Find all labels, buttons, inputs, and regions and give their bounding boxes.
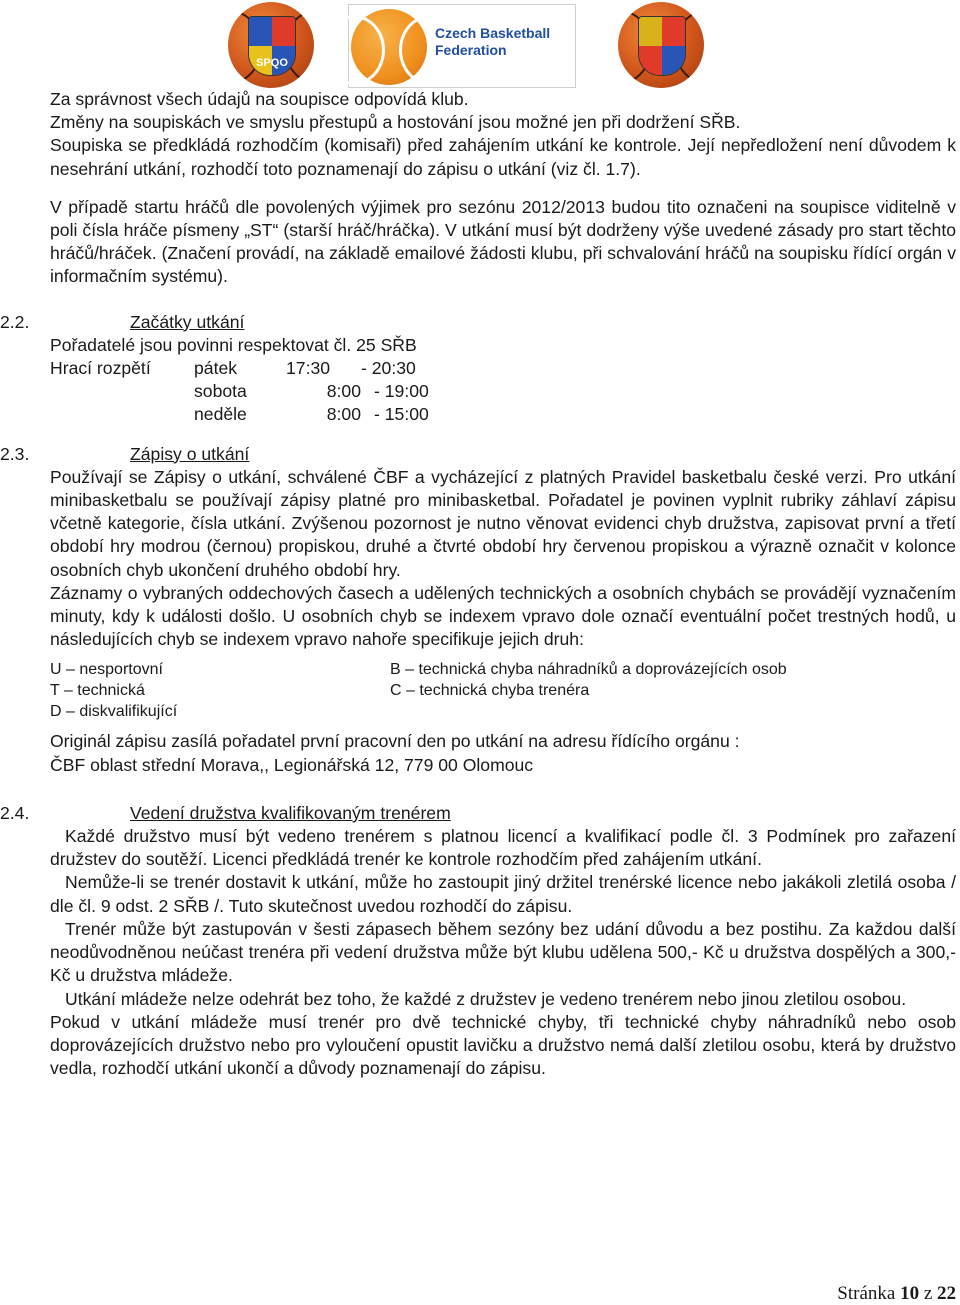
section-2-4 — [0, 802, 960, 825]
basketball-icon — [351, 9, 427, 85]
schedule-day: neděle — [194, 404, 247, 425]
s24-paragraph-1: Každé družstvo musí být vedeno trenérem s platnou licencí a kvalifikací podle čl. 3 Podmínek pro zařazení družstev do soutěží. Licenci předkládá trenér ke kontrole rozhodčím před zahájením utkání. — [50, 826, 956, 870]
schedule-to: - 19:00 — [374, 381, 429, 402]
olomouc-crest-icon — [248, 16, 296, 76]
abbr-t: T – technická — [50, 682, 145, 700]
section-number: 2.4. — [0, 802, 30, 823]
zlin-crest-icon — [638, 16, 686, 76]
logo-line-1: Czech Basketball — [435, 25, 551, 41]
section-number: 2.3. — [0, 443, 30, 464]
logo-line-2: Federation — [435, 42, 507, 58]
schedule-from: 8:00 — [326, 381, 361, 402]
s23-address: ČBF oblast střední Morava,, Legionářská 12, 779 00 Olomouc — [50, 754, 534, 775]
s23-paragraph-1: Používají se Zápisy o utkání, schválené ČBF a vycházející z platných Pravidel basketbalu české verzi. Pro utkání minibasketbalu se používají zápisy platné pro minibasketbal. Pořadatel je povinen vyplnit rubriky záhlaví zápisu včetně kategorie, čísla utkání. Zvýšenou pozornost je nutno věnovat evidenci chyb družstva, zapisovat první a třetí období hry modrou (černou) propiskou, druhé a čtvrté období hry červenou propiskou a výrazně označit v kolonce osobních chyb ukončení druhého období hry. — [50, 466, 956, 580]
schedule-row-2 — [50, 380, 956, 403]
intro-line-3: Soupiska se předkládá rozhodčím (komisaři) před zahájením utkání ke kontrole. Její nepředložení není důvodem k nesehrání utkání, rozhodčí toto poznamenají do zápisu o utkání (viz čl. 1.7). — [50, 135, 956, 179]
section-title: Vedení družstva kvalifikovaným trenérem — [130, 802, 451, 823]
section-number: 2.2. — [0, 311, 30, 332]
schedule-row-3 — [50, 403, 956, 426]
s24-paragraph-4: Utkání mládeže nelze odehrát bez toho, že každé z družstev je vedeno trenérem nebo jinou zletilou osobou. — [65, 988, 907, 1009]
foul-abbreviations — [0, 659, 960, 722]
intro-line-1: Za správnost všech údajů na soupisce odpovídá klub. — [50, 89, 469, 109]
abbr-u: U – nesportovní — [50, 661, 163, 679]
section-title: Začátky utkání — [130, 311, 245, 332]
region-logo-ball — [228, 2, 314, 88]
czech-basketball-federation-logo — [348, 4, 576, 88]
s24-paragraph-5: Pokud v utkání mládeže musí trenér pro dvě technické chyby, tři technické chyby náhradníků nebo osob doprovázejících družstvo nebo pro vyloučení opustit lavičku a družstvo nemá další zletilou osobu, která by družstvo vedla, rozhodčí utkání ukončí a důvody poznamenají do zápisu. — [50, 1011, 956, 1079]
schedule-label: Hrací rozpětí — [50, 358, 151, 379]
schedule-day: pátek — [194, 358, 238, 379]
s24-paragraph-2: Nemůže-li se trenér dostavit k utkání, může ho zastoupit jiný držitel trenérské licence nebo jakákoli zletilá osoba / dle čl. 9 odst. 2 SŘB /. Tuto skutečnost uvedou rozhodčí do zápisu. — [50, 872, 956, 916]
s24-paragraph-3: Trenér může být zastupován v šesti zápasech během sezóny bez udání důvodu a bez postihu. Za každou další neodůvodněnou neúčast trenéra při vedení družstva může být klubu udělena 500,- Kč u družstva dospělých a 300,- Kč u družstva mládeže. — [50, 918, 956, 986]
section-2-3 — [0, 443, 960, 466]
schedule-to: - 20:30 — [361, 358, 416, 379]
abbr-d: D – diskvalifikující — [50, 703, 178, 721]
s23-paragraph-2: Záznamy o vybraných oddechových časech a udělených technických a osobních chybách se provádějí vyznačením minuty, kdy k události došlo. U osobních chyb se indexem vpravo dole označí eventuální počet trestných hodů, u následujících chyb se indexem vpravo nahoře specifikuje jejich druh: — [50, 582, 956, 650]
abbr-b: B – technická chyba náhradníků a doprovázejících osob — [390, 661, 787, 679]
footer-word-of: z — [923, 1283, 933, 1304]
footer-page-number: 10 — [900, 1283, 920, 1304]
region-crest-ball — [618, 2, 704, 88]
schedule-from: 17:30 — [286, 358, 331, 379]
intro-paragraph-st: V případě startu hráčů dle povolených výjimek pro sezónu 2012/2013 budou tito označeni na soupisce viditelně v poli čísla hráče písmeny „ST“ (starší hráč/hráčka). V utkání musí být dodrženy výše uvedené zásady pro start těchto hráčů/hráček. (Značení provádí, na základě emailové žádosti klubu, při schvalování hráčů na soupisku řídící orgán v informačním systému). — [50, 196, 956, 287]
intro-block — [0, 88, 960, 289]
page-footer — [837, 1283, 956, 1305]
schedule-row-1 — [50, 357, 956, 380]
section-title: Zápisy o utkání — [130, 443, 250, 464]
intro-line-2: Změny na soupiskách ve smyslu přestupů a hostování jsou možné jen při dodržení SŘB. — [50, 112, 741, 133]
s23-paragraph-3: Originál zápisu zasílá pořadatel první pracovní den po utkání na adresu řídícího orgánu : — [50, 731, 740, 752]
document-body — [0, 88, 960, 1080]
s22-line: Pořadatelé jsou povinni respektovat čl. 25 SŘB — [50, 334, 417, 355]
schedule-from: 8:00 — [326, 404, 361, 425]
schedule-day: sobota — [194, 381, 247, 402]
abbr-c: C – technická chyba trenéra — [390, 682, 590, 700]
schedule-to: - 15:00 — [374, 404, 429, 425]
footer-total-pages: 22 — [937, 1283, 956, 1304]
spqo-text: SPQO — [256, 57, 288, 69]
footer-word-page: Stránka — [837, 1283, 896, 1304]
section-2-2 — [0, 311, 960, 334]
header-logos — [228, 2, 718, 88]
